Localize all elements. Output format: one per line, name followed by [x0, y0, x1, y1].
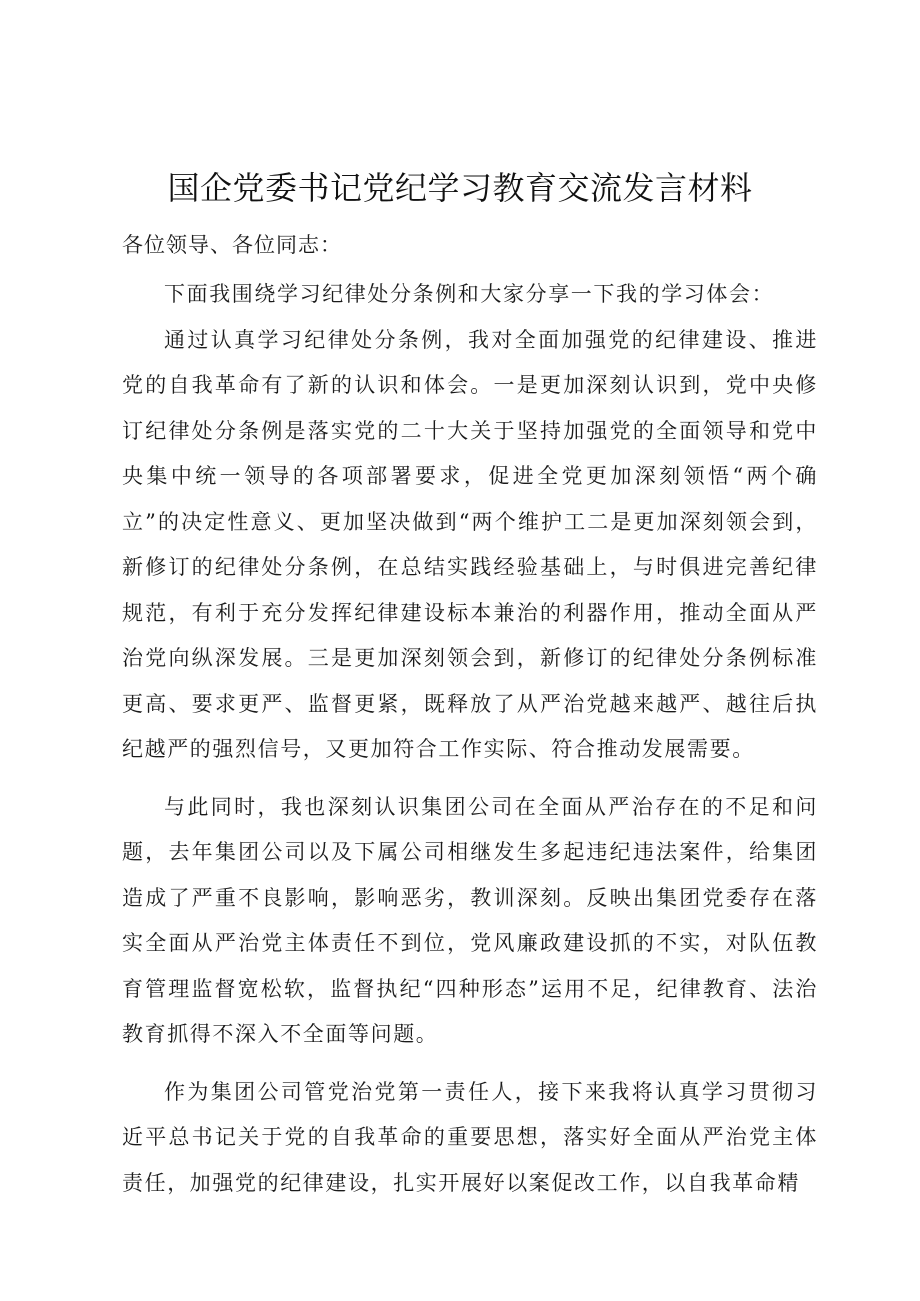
- paragraph-commitment: 作为集团公司管党治党第一责任人，接下来我将认真学习贯彻习近平总书记关于党的自我革命的重要思想，落实好全面从严治党主体责任，加强党的纪律建设，扎实开展好以案促改工作，以自我革命精: [122, 1079, 818, 1195]
- document-title: 国企党委书记党纪学习教育交流发言材料: [167, 169, 753, 207]
- paragraph-learning-insights: 通过认真学习纪律处分条例，我对全面加强党的纪律建设、推进党的自我革命有了新的认识和体会。一是更加深刻认识到，党中央修订纪律处分条例是落实党的二十大关于坚持加强党的全面领导和党中央集中统一领导的各项部署要求，促进全党更加深刻领悟“两个确立”的决定性意义、更加坚决做到“两个维护工二是更加深刻领会到，新修订的纪律处分条例，在总结实践经验基础上，与时俱进完善纪律规范，有利于充分发挥纪律建设标本兼治的利器作用，推动全面从严治党向纵深发展。三是更加深刻领会到，新修订的纪律处分条例标准更高、要求更严、监督更紧，既释放了从严治党越来越严、越往后执纪越严的强烈信号，又更加符合工作实际、符合推动发展需要。: [122, 327, 818, 761]
- salutation: 各位领导、各位同志：: [122, 233, 342, 257]
- paragraph-shortcomings: 与此同时，我也深刻认识集团公司在全面从严治存在的不足和问题，去年集团公司以及下属公司相继发生多起违纪违法案件，给集团造成了严重不良影响，影响恶劣，教训深刻。反映出集团党委存在落实全面从严治党主体责任不到位，党风廉政建设抓的不实，对队伍教育管理监督宽松软，监督执纪“四种形态”运用不足，纪律教育、法治教育抓得不深入不全面等问题。: [122, 794, 818, 1046]
- paragraph-intro: 下面我围绕学习纪律处分条例和大家分享一下我的学习体会：: [164, 282, 775, 306]
- document-body: [122, 224, 818, 1206]
